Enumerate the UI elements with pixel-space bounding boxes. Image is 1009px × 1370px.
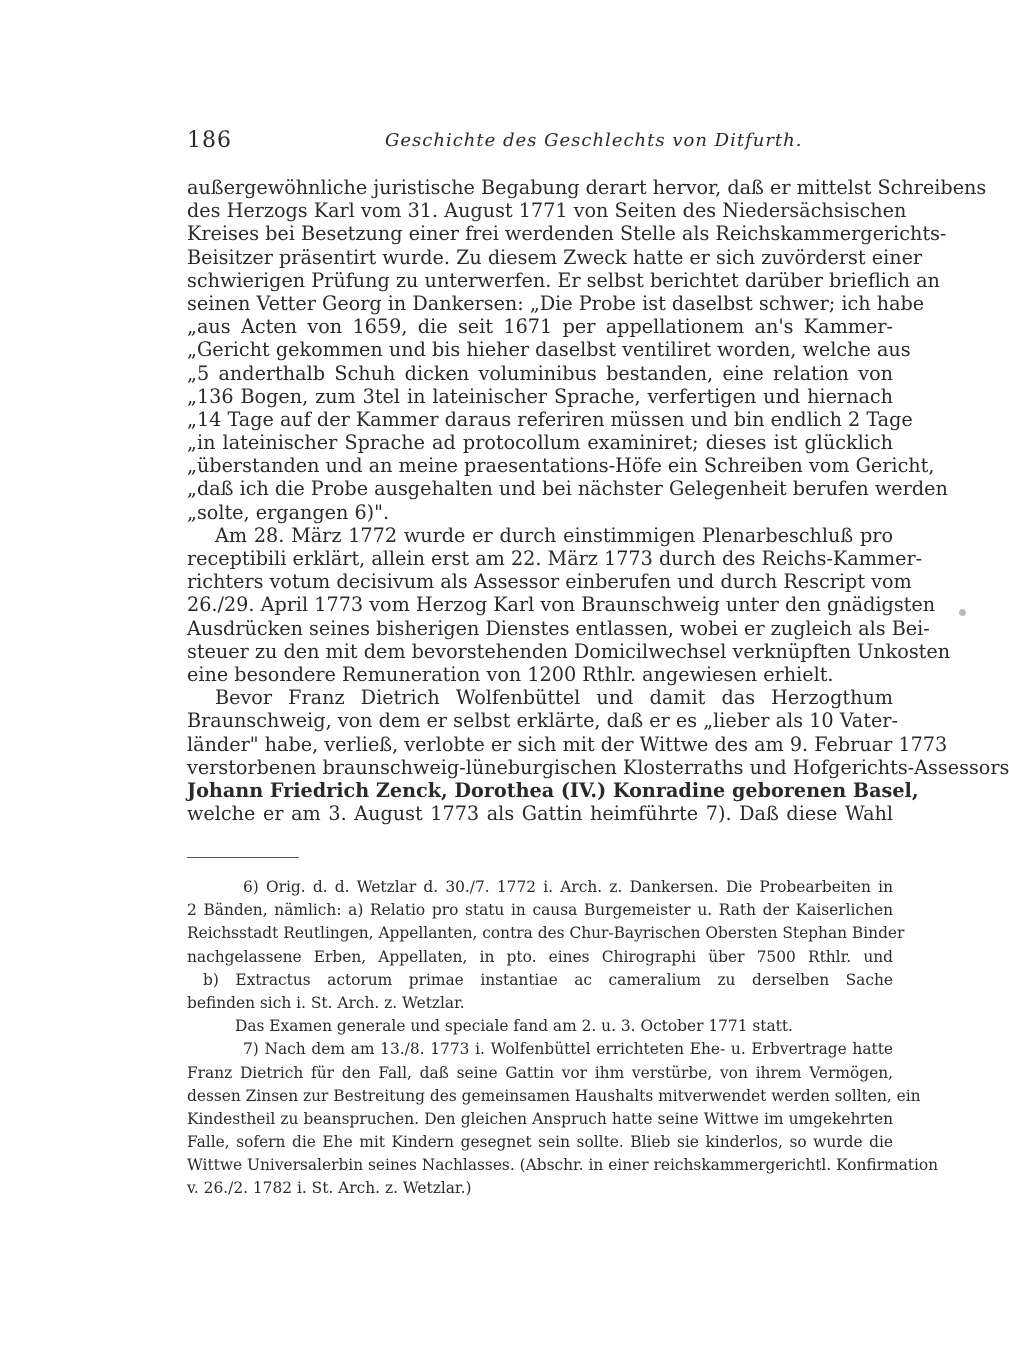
running-title: Geschichte des Geschlechts von Ditfurth. <box>385 130 803 151</box>
footnote-line: Reichsstadt Reutlingen, Appellanten, contra des Chur-Bayrischen Obersten Stephan Binder <box>187 924 905 943</box>
footnote-line: Franz Dietrich für den Fall, daß seine Gattin vor ihm verstürbe, von ihrem Vermögen, <box>187 1063 893 1082</box>
footnote-line: b) Extractus actorum primae instantiae ac cameralium zu derselben Sache <box>203 970 893 989</box>
footnote-line: Kindestheil zu beanspruchen. Den gleichen Anspruch hatte seine Wittwe im umgekehrten <box>187 1109 893 1128</box>
body-line: Ausdrücken seines bisherigen Dienstes entlassen, wobei er zugleich als Bei- <box>187 616 930 640</box>
body-line: Kreises bei Besetzung einer frei werdenden Stelle als Reichskammergerichts- <box>187 222 947 246</box>
body-line: „solte, ergangen 6)". <box>187 500 390 524</box>
body-line: seinen Vetter Georg in Dankersen: „Die Probe ist daselbst schwer; ich habe <box>187 291 925 315</box>
body-text <box>187 176 1009 826</box>
footnote-line: Wittwe Universalerbin seines Nachlasses. (Abschr. in einer reichskammergerichtl. Konfirmation <box>187 1156 939 1175</box>
body-line: steuer zu den mit dem bevorstehenden Domicilwechsel verknüpften Unkosten <box>187 639 951 663</box>
footnote-line: 6) Orig. d. d. Wetzlar d. 30./7. 1772 i. Arch. z. Dankersen. Die Probearbeiten in <box>243 878 893 896</box>
body-line: eine besondere Remuneration von 1200 Rthlr. angewiesen erhielt. <box>187 662 834 686</box>
footnote-divider <box>187 857 299 858</box>
body-line: des Herzogs Karl vom 31. August 1771 von Seiten des Niedersächsischen <box>187 199 907 223</box>
footnote-line: nachgelassene Erben, Appellaten, in pto. eines Chirographi über 7500 Rthlr. und <box>187 947 893 966</box>
body-line: „in lateinischer Sprache ad protocollum examiniret; dieses ist glücklich <box>187 431 893 455</box>
body-line: verstorbenen braunschweig-lüneburgischen Klosterraths und Hofgerichts-Assessors <box>187 755 1009 779</box>
footnote-line: 2 Bänden, nämlich: a) Relatio pro statu in causa Burgemeister u. Rath der Kaiserlichen <box>187 901 893 920</box>
footnote-line: Das Examen generale und speciale fand am 2. u. 3. October 1771 statt. <box>235 1017 793 1036</box>
ink-spot <box>959 609 966 616</box>
body-line: „Gericht gekommen und bis hieher daselbst ventiliret worden, welche aus <box>187 338 911 362</box>
body-line: Johann Friedrich Zenck, Dorothea (IV.) Konradine geborenen Basel, <box>187 778 919 802</box>
body-line: 26./29. April 1773 vom Herzog Karl von Braunschweig unter den gnädigsten <box>187 593 936 617</box>
body-line: Beisitzer präsentirt wurde. Zu diesem Zweck hatte er sich zuvörderst einer <box>187 245 923 269</box>
footnote-line: v. 26./2. 1782 i. St. Arch. z. Wetzlar.) <box>187 1179 472 1198</box>
body-line: Bevor Franz Dietrich Wolfenbüttel und damit das Herzogthum <box>215 686 893 710</box>
body-line: Braunschweig, von dem er selbst erklärte, daß er es „lieber als 10 Vater- <box>187 709 898 733</box>
page-header <box>187 128 893 158</box>
body-line: schwierigen Prüfung zu unterwerfen. Er selbst berichtet darüber brieflich an <box>187 268 940 292</box>
body-line: „136 Bogen, zum 3tel in lateinischer Sprache, verfertigen und hiernach <box>187 384 893 408</box>
footnote-line: Falle, sofern die Ehe mit Kindern gesegnet sein sollte. Blieb sie kinderlos, so wurde die <box>187 1133 893 1152</box>
body-line: welche er am 3. August 1773 als Gattin heimführte 7). Daß diese Wahl <box>187 802 893 826</box>
body-line: außergewöhnliche juristische Begabung derart hervor, daß er mittelst Schreibens <box>187 176 987 199</box>
body-line: „5 anderthalb Schuh dicken voluminibus bestanden, eine relation von <box>187 361 893 385</box>
page-number: 186 <box>187 128 232 153</box>
body-line: „daß ich die Probe ausgehalten und bei nächster Gelegenheit berufen werden <box>187 477 948 501</box>
footnote-line: 7) Nach dem am 13./8. 1773 i. Wolfenbüttel errichteten Ehe- u. Erbvertrage hatte <box>243 1040 893 1059</box>
footnote-line: befinden sich i. St. Arch. z. Wetzlar. <box>187 993 465 1012</box>
footnotes <box>187 876 939 1201</box>
footnote-line: dessen Zinsen zur Bestreitung des gemeinsamen Haushalts mitverwendet werden sollten, ein <box>187 1086 921 1105</box>
body-line: receptibili erklärt, allein erst am 22. März 1773 durch des Reichs-Kammer- <box>187 547 923 570</box>
body-line: Am 28. März 1772 wurde er durch einstimmigen Plenarbeschluß pro <box>215 523 893 547</box>
body-line: richters votum decisivum als Assessor einberufen und durch Rescript vom <box>187 570 912 594</box>
body-line: „überstanden und an meine praesentations-Höfe ein Schreiben vom Gericht, <box>187 454 935 478</box>
body-line: länder" habe, verließ, verlobte er sich mit der Wittwe des am 9. Februar 1773 <box>187 732 948 756</box>
body-line: „14 Tage auf der Kammer daraus referiren müssen und bin endlich 2 Tage <box>187 407 913 431</box>
body-line: „aus Acten von 1659, die seit 1671 per appellationem an's Kammer- <box>187 315 893 339</box>
